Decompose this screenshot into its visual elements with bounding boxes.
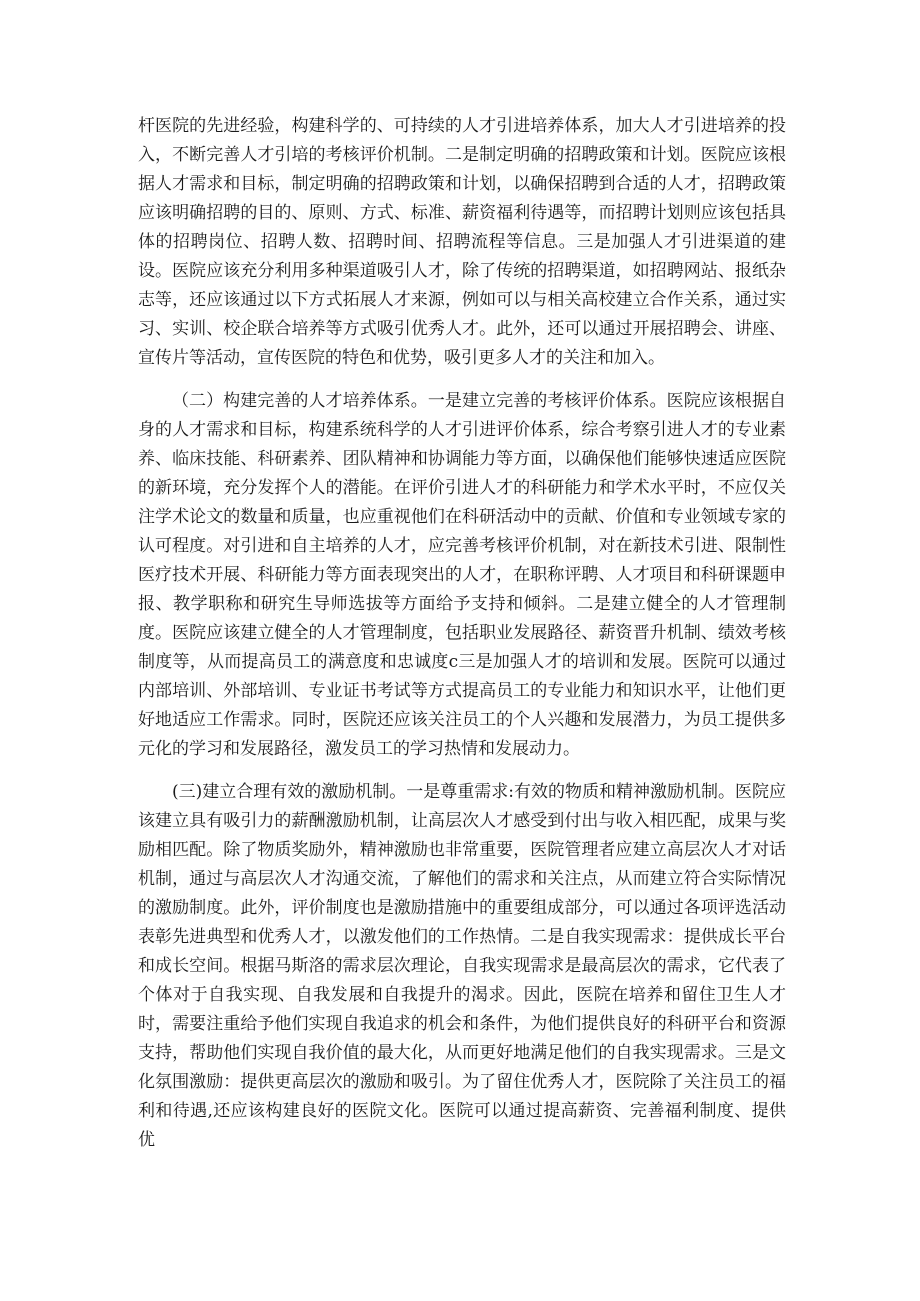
document-body bbox=[138, 112, 786, 1169]
paragraph-continuation: 杆医院的先进经验，构建科学的、可持续的人才引进培养体系，加大人才引进培养的投入，不断完善人才引培的考核评价机制。二是制定明确的招聘政策和计划。医院应该根据人才需求和目标，制定明确的招聘政策和计划，以确保招聘到合适的人才，招聘政策应该明确招聘的目的、原则、方式、标准、薪资福利待遇等，而招聘计划则应该包括具体的招聘岗位、招聘人数、招聘时间、招聘流程等信息。三是加强人才引进渠道的建设。医院应该充分利用多种渠道吸引人才，除了传统的招聘渠道，如招聘网站、报纸杂志等，还应该通过以下方式拓展人才来源，例如可以与相关高校建立合作关系，通过实习、实训、校企联合培养等方式吸引优秀人才。此外，还可以通过开展招聘会、讲座、宣传片等活动，宣传医院的特色和优势，吸引更多人才的关注和加入。 bbox=[138, 116, 786, 368]
paragraph-section-two: （二）构建完善的人才培养体系。一是建立完善的考核评价体系。医院应该根据自身的人才需求和目标，构建系统科学的人才引进评价体系，综合考察引进人才的专业素养、临床技能、科研素养、团队精神和协调能力等方面，以确保他们能够快速适应医院的新环境，充分发挥个人的潜能。在评价引进人才的科研能力和学术水平时，不应仅关注学术论文的数量和质量，也应重视他们在科研活动中的贡献、价值和专业领域专家的认可程度。对引进和自主培养的人才，应完善考核评价机制，对在新技术引进、限制性医疗技术开展、科研能力等方面表现突出的人才，在职称评聘、人才项目和科研课题申报、教学职称和研究生导师选拔等方面给予支持和倾斜。二是建立健全的人才管理制度。医院应该建立健全的人才管理制度，包括职业发展路径、薪资晋升机制、绩效考核制度等，从而提高员工的满意度和忠诚度c三是加强人才的培训和发展。医院可以通过内部培训、外部培训、专业证书考试等方式提高员工的专业能力和知识水平，让他们更好地适应工作需求。同时，医院还应该关注员工的个人兴趣和发展潜力，为员工提供多元化的学习和发展路径，激发员工的学习热情和发展动力。 bbox=[138, 391, 786, 759]
paragraph-section-three: (三)建立合理有效的激励机制。一是尊重需求:有效的物质和精神激励机制。医院应该建立具有吸引力的薪酬激励机制，让高层次人才感受到付出与收入相匹配，成果与奖励相匹配。除了物质奖励外，精神激励也非常重要，医院管理者应建立高层次人才对话机制，通过与高层次人才沟通交流，了解他们的需求和关注点，从而建立符合实际情况的激励制度。此外，评价制度也是激励措施中的重要组成部分，可以通过各项评选活动表彰先进典型和优秀人才，以激发他们的工作热情。二是自我实现需求：提供成长平台和成长空间。根据马斯洛的需求层次理论，自我实现需求是最高层次的需求，它代表了个体对于自我实现、自我发展和自我提升的渴求。因此，医院在培养和留住卫生人才时，需要注重给予他们实现自我追求的机会和条件，为他们提供良好的科研平台和资源支持，帮助他们实现自我价值的最大化，从而更好地满足他们的自我实现需求。三是文化氛围激励：提供更高层次的激励和吸引。为了留住优秀人才，医院除了关注员工的福利和待遇,还应该构建良好的医院文化。医院可以通过提高薪资、完善福利制度、提供优 bbox=[138, 782, 786, 1150]
